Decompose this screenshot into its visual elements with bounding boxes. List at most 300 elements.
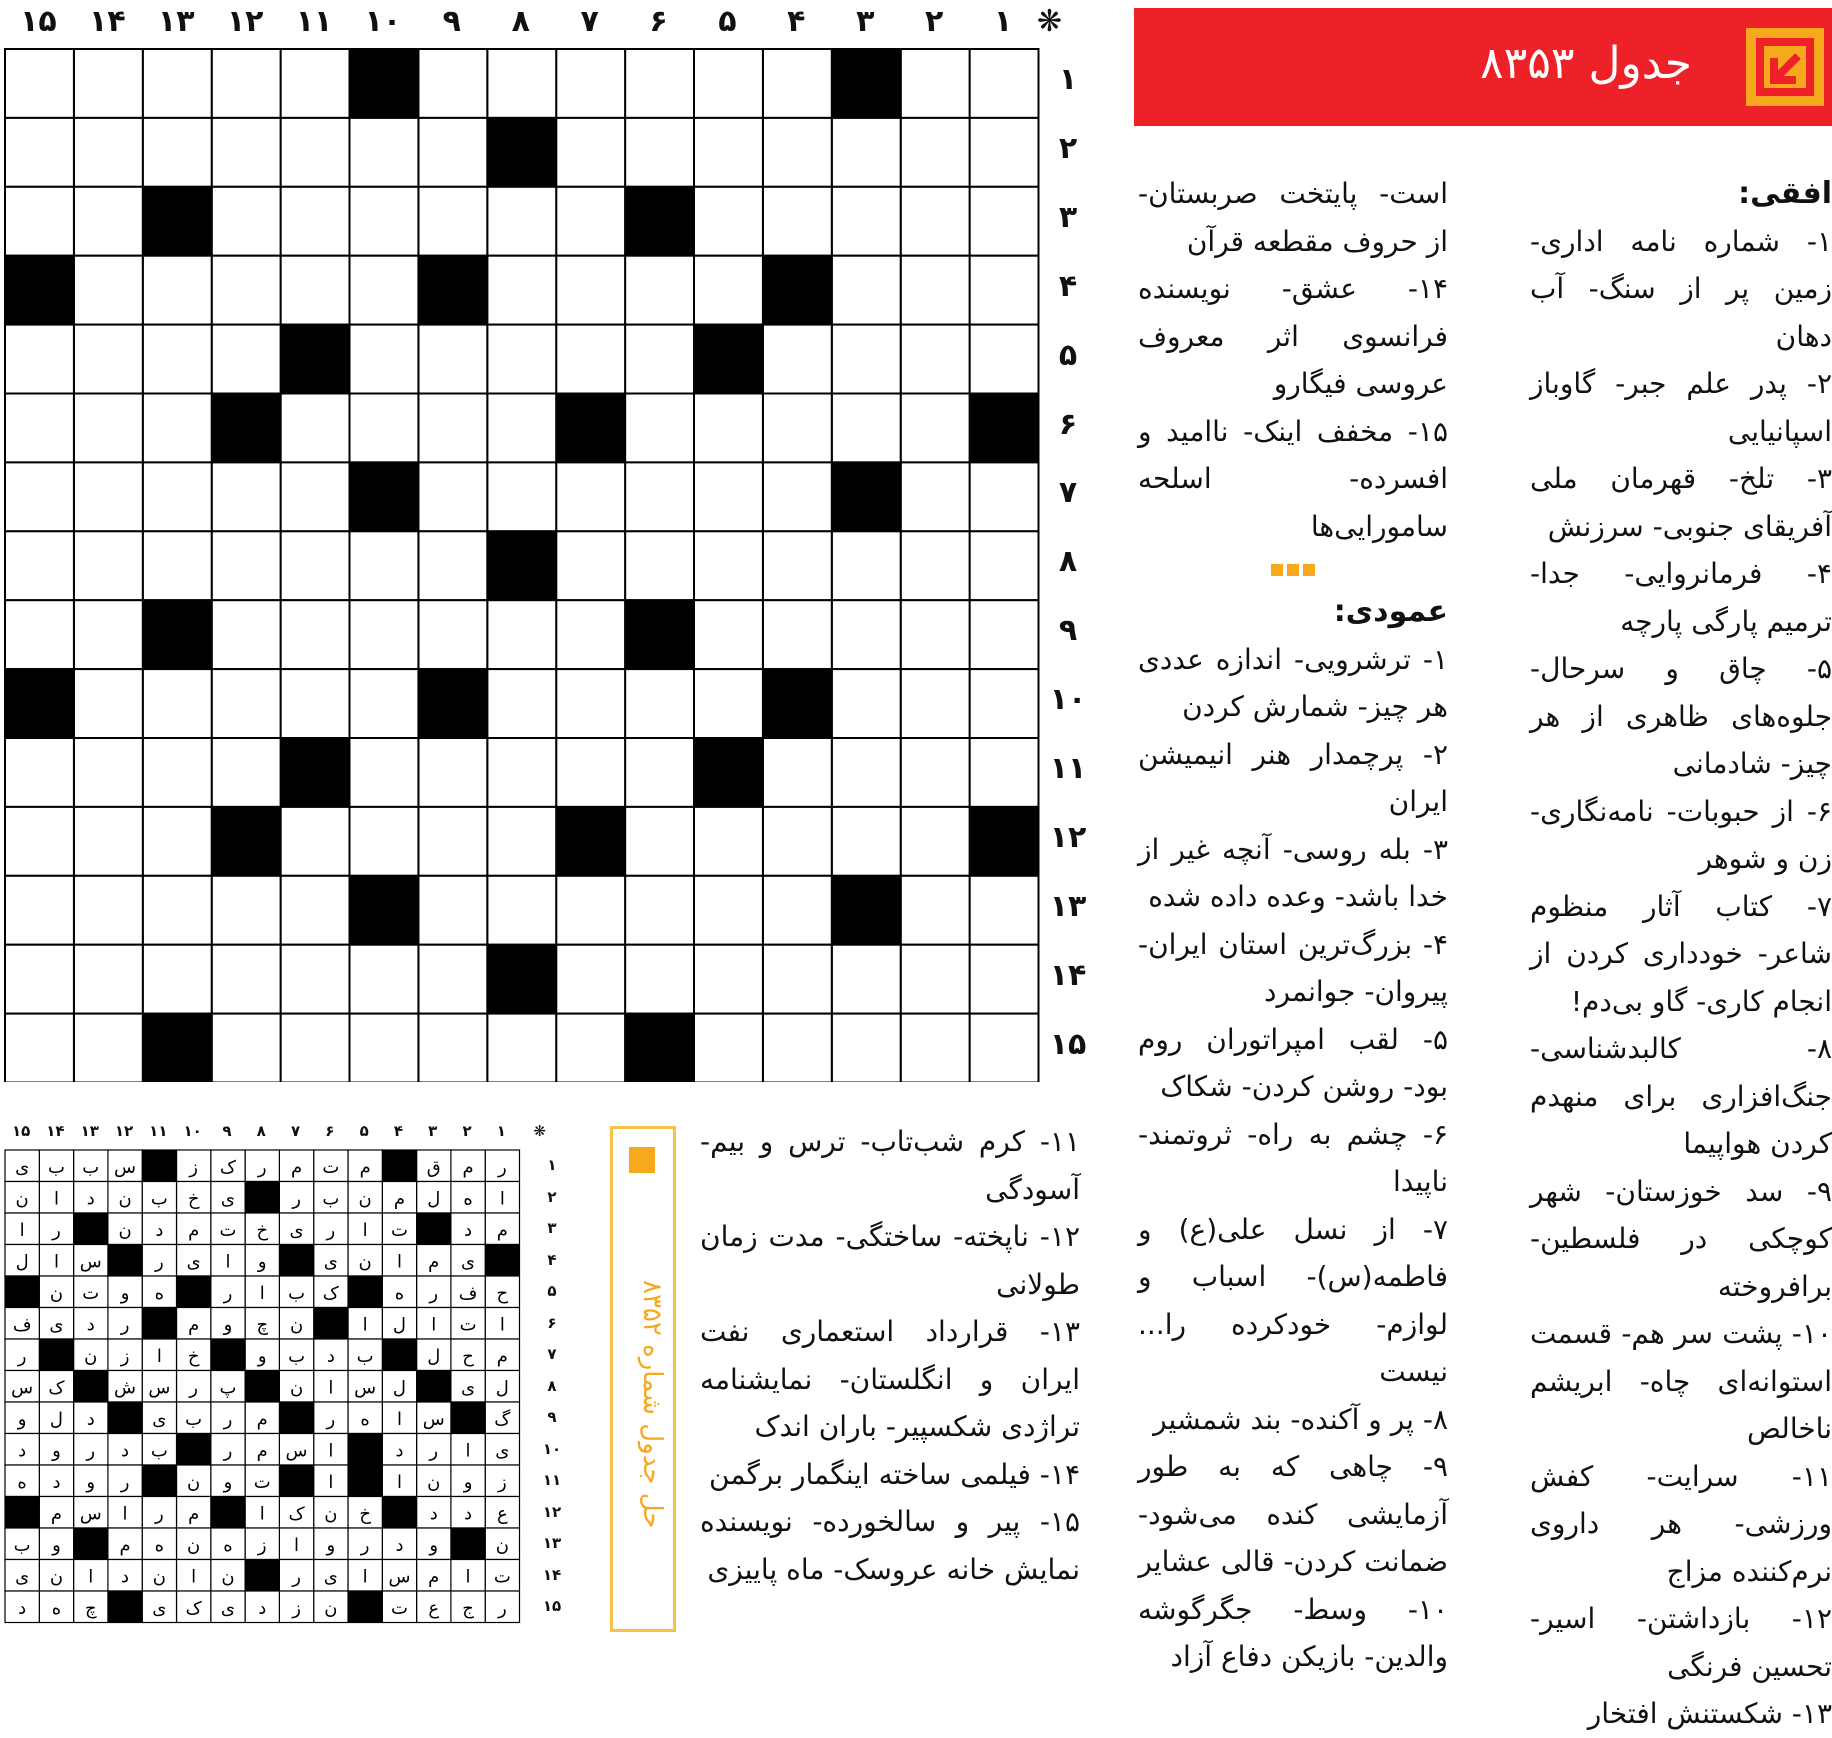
solution-cell	[279, 1465, 313, 1497]
grid-cell	[625, 49, 694, 118]
grid-cell	[625, 738, 694, 807]
solution-letter: م	[359, 1156, 371, 1178]
solution-cell	[451, 1528, 485, 1560]
grid-cell	[970, 325, 1039, 394]
grid-cell	[350, 187, 419, 256]
grid-cell	[901, 669, 970, 738]
grid-cell	[212, 1014, 281, 1082]
row-number: ۵	[1058, 337, 1078, 373]
solution-letter: م	[188, 1503, 200, 1525]
solution-letter: ه	[223, 1534, 233, 1556]
grid-cell	[763, 876, 832, 945]
solution-letter: ا	[259, 1503, 265, 1525]
row-number: ۱۴	[1049, 957, 1087, 993]
grid-cell	[832, 187, 901, 256]
solution-letter: ن	[289, 1314, 304, 1336]
row-number: ۳	[1058, 199, 1078, 235]
solution-letter: ا	[396, 1471, 402, 1493]
solution-letter: م	[119, 1534, 131, 1556]
solution-letter: ک	[185, 1597, 202, 1619]
grid-cell	[143, 945, 212, 1014]
solution-letter: ق	[426, 1156, 441, 1178]
solution-column-number: ۱۰	[183, 1122, 202, 1140]
grid-cell	[418, 325, 487, 394]
grid-cell	[763, 462, 832, 531]
solution-letter: ا	[259, 1282, 265, 1304]
grid-cell	[625, 118, 694, 187]
row-number: ۹	[1058, 613, 1078, 649]
solution-letter: ن	[187, 1471, 201, 1493]
solution-letter: و	[223, 1471, 233, 1493]
solution-letter: ت	[390, 1597, 408, 1619]
across-clues-column	[1530, 170, 1832, 1738]
grid-cell	[350, 738, 419, 807]
crossword-grid	[4, 48, 1048, 1082]
down-clue-list	[1138, 636, 1448, 1681]
solution-letter: م	[496, 1345, 508, 1367]
column-number: ۴	[787, 4, 806, 39]
across-clue-list	[1530, 218, 1832, 1738]
grid-cell	[625, 1014, 694, 1082]
solution-letter: ت	[459, 1314, 477, 1336]
grid-cell	[970, 394, 1039, 463]
solution-cell	[5, 1276, 39, 1308]
solution-row-number: ۱	[547, 1156, 557, 1174]
solution-letter: م	[290, 1156, 303, 1178]
column-number: ۱۲	[226, 4, 264, 39]
solution-letter: ه	[154, 1534, 165, 1556]
solution-cell	[108, 1402, 142, 1434]
solution-cell	[382, 1339, 416, 1371]
column-number: ۷	[580, 4, 599, 39]
solution-letter: س	[285, 1440, 308, 1462]
grid-cell	[281, 118, 350, 187]
solution-letter: ا	[362, 1219, 368, 1241]
solution-letter: ن	[358, 1188, 372, 1210]
grid-cell	[5, 1014, 74, 1082]
solution-letter: د	[86, 1188, 95, 1210]
across-clue: ۱۰- پشت سر هم- قسمت استوانه‌ای چاه- ابریشم ناخالص	[1530, 1317, 1832, 1445]
solution-letter: ه	[360, 1408, 370, 1430]
solution-letter: و	[120, 1282, 130, 1304]
solution-letter: م	[428, 1251, 440, 1273]
across-clue: ۱۵- مخفف اینک- ناامید و افسرده- اسلحه سامورایی‌ها	[1138, 414, 1448, 543]
across-clue: ۵- چاق و سرحال- جلوه‌های ظاهری از هر چیز- شادمانی	[1530, 652, 1832, 780]
across-clue: ۲- پدر علم جبر- گاوباز اسپانیایی	[1530, 367, 1832, 448]
solution-letter: ک	[219, 1156, 237, 1178]
grid-cell	[763, 325, 832, 394]
grid-cell	[212, 807, 281, 876]
grid-cell	[487, 325, 556, 394]
grid-cell	[694, 462, 763, 531]
grid-cell	[901, 600, 970, 669]
solution-letter: ی	[220, 1188, 235, 1210]
solution-letter: د	[395, 1440, 404, 1462]
grid-cell	[694, 1014, 763, 1082]
grid-cell	[74, 49, 143, 118]
solution-letter: ا	[328, 1440, 334, 1462]
grid-cell	[487, 669, 556, 738]
across-clue: ۸- کالبدشناسی- جنگ‌افزاری برای منهدم کردن هواپیما	[1530, 1032, 1832, 1160]
logo	[1746, 28, 1824, 106]
solution-row-number: ۱۳	[542, 1534, 562, 1552]
grid-cell	[763, 118, 832, 187]
solution-letter: ا	[499, 1314, 505, 1336]
row-number: ۱۲	[1049, 819, 1087, 855]
solution-cell	[348, 1276, 382, 1308]
grid-cell	[5, 669, 74, 738]
solution-letter: ه	[154, 1282, 165, 1304]
grid-cell	[212, 256, 281, 325]
solution-column-number: ۳	[428, 1122, 438, 1140]
solution-column-number: ۹	[222, 1122, 232, 1140]
grid-cell	[556, 807, 625, 876]
solution-letter: ب	[185, 1408, 203, 1430]
down-clue: ۲- پرچمدار هنر انیمیشن ایران	[1138, 737, 1448, 818]
solution-row-number: ۵	[547, 1282, 557, 1300]
grid-cell	[350, 49, 419, 118]
solution-column-number: ۴	[393, 1122, 404, 1140]
solution-letter: ا	[156, 1345, 162, 1367]
solution-letter: ر	[52, 1219, 61, 1241]
solution-letter: ی	[323, 1566, 338, 1588]
solution-letter: ر	[223, 1408, 233, 1430]
solution-row-number: ۷	[547, 1345, 557, 1363]
solution-letter: ح	[496, 1282, 509, 1304]
solution-letter: ا	[465, 1566, 471, 1588]
solution-letter: ر	[189, 1377, 199, 1399]
grid-cell	[5, 600, 74, 669]
solution-letter: د	[52, 1471, 61, 1493]
grid-cell	[763, 669, 832, 738]
solution-cell	[245, 1182, 279, 1214]
down-clues-column-continued	[700, 1118, 1080, 1593]
solution-letter: ا	[362, 1314, 368, 1336]
grid-cell	[350, 600, 419, 669]
arrow-logo-icon	[1746, 28, 1824, 106]
solution-row-number: ۶	[547, 1313, 557, 1332]
grid-cell	[487, 531, 556, 600]
grid-cell	[418, 600, 487, 669]
solution-letter: ی	[495, 1440, 510, 1462]
solution-letter: س	[114, 1156, 137, 1178]
grid-cell	[763, 1014, 832, 1082]
solution-letter: ی	[186, 1251, 201, 1273]
row-number: ۷	[1058, 475, 1078, 511]
solution-letter: ا	[19, 1219, 25, 1241]
across-clue: ۶- از حبوبات- نامه‌نگاری- زن و شوهر	[1530, 794, 1832, 875]
grid-cell	[832, 669, 901, 738]
grid-cell	[901, 49, 970, 118]
grid-cell	[143, 49, 212, 118]
solution-letter: و	[257, 1251, 267, 1273]
row-number: ۱۱	[1049, 751, 1087, 786]
grid-cell	[143, 256, 212, 325]
grid-cell	[74, 118, 143, 187]
grid-cell	[970, 876, 1039, 945]
solution-column-number: ۵	[359, 1122, 369, 1140]
solution-letter: د	[86, 1314, 95, 1336]
grid-cell	[281, 256, 350, 325]
grid-cell	[625, 600, 694, 669]
solution-letter: ح	[462, 1345, 474, 1367]
solution-letter: ا	[396, 1408, 402, 1430]
solution-letter: ت	[253, 1471, 271, 1493]
solution-letter: ک	[288, 1503, 305, 1525]
grid-cell	[418, 118, 487, 187]
solution-letter: ن	[495, 1534, 509, 1556]
solution-letter: خ	[359, 1503, 371, 1525]
grid-cell	[143, 738, 212, 807]
grid-cell	[143, 531, 212, 600]
down-clue: ۵- لقب امپراتوران روم بود- روشن کردن- شکاک	[1138, 1022, 1448, 1103]
solution-letter: و	[257, 1345, 267, 1367]
solution-cell	[417, 1213, 451, 1245]
grid-cell	[970, 49, 1039, 118]
solution-letter: گ	[494, 1408, 511, 1430]
solution-letter: ن	[324, 1503, 338, 1525]
grid-cell	[74, 325, 143, 394]
grid-cell	[5, 807, 74, 876]
solution-letter: ز	[497, 1471, 507, 1493]
grid-cell	[901, 738, 970, 807]
across-clue: ۳- تلخ- قهرمان ملی آفریقای جنوبی- سرزنش	[1530, 462, 1832, 543]
solution-letter: ت	[219, 1219, 237, 1241]
grid-cell	[901, 945, 970, 1014]
solution-letter: د	[429, 1503, 438, 1525]
grid-cell	[556, 187, 625, 256]
grid-cell	[74, 876, 143, 945]
grid-cell	[350, 118, 419, 187]
solution-cell	[451, 1402, 485, 1434]
column-number: ۹	[442, 4, 461, 39]
solution-letter: ی	[461, 1377, 476, 1399]
solution-column-number: ۱۳	[80, 1122, 99, 1140]
grid-cell	[625, 669, 694, 738]
solution-letter: ل	[427, 1188, 441, 1210]
grid-cell	[74, 256, 143, 325]
solution-letter: د	[121, 1566, 130, 1588]
clues-column-middle	[1138, 170, 1448, 1681]
grid-cell	[418, 945, 487, 1014]
grid-cell	[556, 394, 625, 463]
grid-cell	[5, 876, 74, 945]
solution-letter: ن	[49, 1282, 64, 1304]
grid-cell	[556, 1014, 625, 1082]
grid-cell	[763, 738, 832, 807]
row-numbers	[1048, 48, 1088, 1082]
solution-column-number: ۱۴	[46, 1122, 65, 1140]
across-clue: ۱۲- بازداشتن- اسیر- تحسین فرنگی	[1530, 1602, 1832, 1683]
solution-letter: ر	[154, 1251, 164, 1273]
row-number: ۱۰	[1049, 682, 1087, 718]
grid-cell	[901, 325, 970, 394]
down-clue: ۱۰- وسط- جگرگوشه والدین- بازیکن دفاع آزاد	[1138, 1592, 1448, 1673]
solution-letter: ه	[463, 1188, 473, 1210]
solution-column-number: ۱۱	[149, 1122, 168, 1140]
down-clue: ۱- ترشرویی- اندازه عددی هر چیز- شمارش کردن	[1138, 642, 1448, 723]
solution-letter: ز	[292, 1597, 301, 1619]
across-clue: ۱۴- عشق- نویسنده فرانسوی اثر معروف عروسی فیگارو	[1138, 272, 1448, 400]
grid-cell	[350, 876, 419, 945]
solution-letter: ا	[225, 1251, 231, 1273]
grid-cell	[556, 531, 625, 600]
grid-cell	[763, 945, 832, 1014]
grid-cell	[832, 256, 901, 325]
row-number: ۴	[1058, 268, 1078, 304]
grid-cell	[418, 876, 487, 945]
grid-cell	[418, 187, 487, 256]
solution-letter: ی	[461, 1251, 476, 1273]
grid-cell	[694, 807, 763, 876]
grid-cell	[970, 531, 1039, 600]
grid-cell	[901, 531, 970, 600]
solution-letter: ر	[292, 1566, 301, 1588]
solution-letter: ف	[12, 1314, 32, 1336]
solution-letter: و	[52, 1440, 61, 1462]
across-clue: ۱- شماره نامه اداری- زمین پر از سنگ- آب دهان	[1530, 224, 1832, 353]
solution-letter: م	[428, 1566, 440, 1588]
grid-cell	[556, 325, 625, 394]
grid-cell	[832, 876, 901, 945]
solution-letter: ی	[152, 1408, 167, 1430]
solution-letter: و	[223, 1314, 233, 1336]
solution-letter: د	[258, 1597, 267, 1619]
column-number: ۱۳	[157, 4, 195, 39]
grid-cell	[487, 462, 556, 531]
grid-cell	[5, 49, 74, 118]
column-number: ❋	[1036, 4, 1063, 39]
solution-row-number: ۸	[547, 1376, 557, 1395]
solution-column-number: ۲	[462, 1122, 472, 1140]
solution-cell	[177, 1276, 211, 1308]
grid-cell	[418, 1014, 487, 1082]
grid-cell	[143, 325, 212, 394]
solution-letter: ج	[462, 1597, 474, 1619]
solution-letter: س	[388, 1566, 411, 1588]
column-number: ۸	[511, 4, 530, 39]
solution-letter: خ	[187, 1345, 200, 1367]
down-clue: ۱۱- کرم شب‌تاب- ترس و بیم- آسودگی	[700, 1125, 1080, 1206]
solution-letter: ر	[223, 1282, 233, 1304]
solution-cell	[382, 1150, 416, 1182]
solution-letter: ز	[120, 1345, 130, 1367]
grid-cell	[556, 118, 625, 187]
grid-cell	[212, 876, 281, 945]
solution-letter: ه	[51, 1597, 62, 1619]
column-number: ۲	[924, 4, 944, 39]
solution-letter: ن	[15, 1188, 29, 1210]
grid-cell	[970, 118, 1039, 187]
solution-cell	[348, 1591, 382, 1623]
solution-letter: ر	[497, 1156, 507, 1178]
solution-letter: ف	[458, 1282, 478, 1304]
solution-letter: ل	[427, 1345, 441, 1367]
solution-letter: ا	[431, 1314, 437, 1336]
down-clue: ۴- بزرگ‌ترین استان ایران- پیروان- جوانمرد	[1138, 927, 1448, 1008]
grid-cell	[281, 945, 350, 1014]
solution-cell	[245, 1560, 279, 1592]
solution-column-number: ۷	[290, 1122, 301, 1140]
solution-letter: ن	[221, 1566, 235, 1588]
column-number: ۶	[649, 4, 668, 39]
grid-cell	[763, 49, 832, 118]
solution-letter: ر	[154, 1503, 164, 1525]
page-title: جدول ۸۳۵۳	[1479, 38, 1692, 89]
solution-letter: ر	[326, 1219, 336, 1241]
solution-letter: ع	[428, 1597, 440, 1619]
solution-letter: ت	[322, 1156, 340, 1178]
solution-letter: س	[11, 1377, 34, 1399]
grid-cell	[901, 187, 970, 256]
solution-letter: ر	[86, 1440, 96, 1462]
down-clue: ۸- پر و آکنده- بند شمشیر	[1153, 1402, 1448, 1436]
solution-letter: ه	[17, 1471, 27, 1493]
solution-letter: ر	[497, 1597, 507, 1619]
grid-cell	[694, 600, 763, 669]
grid-cell	[74, 945, 143, 1014]
header-bar	[1134, 8, 1832, 126]
solution-column-number: ۶	[325, 1122, 335, 1140]
grid-cell	[556, 669, 625, 738]
solution-letter: ل	[49, 1408, 63, 1430]
grid-cell	[832, 325, 901, 394]
column-number: ۱۵	[20, 4, 57, 39]
solution-letter: م	[393, 1188, 406, 1210]
grid-cell	[487, 394, 556, 463]
solution-cell	[348, 1434, 382, 1466]
solution-letter: ا	[328, 1377, 334, 1399]
solution-letter: ی	[15, 1156, 30, 1178]
across-clue: ۷- کتاب آثار منظوم شاعر- خودداری کردن از انجام کاری- گاو بی‌دم!	[1530, 889, 1832, 1018]
solution-letter: خ	[187, 1188, 200, 1210]
column-number: ۱۰	[364, 4, 402, 39]
solution-letter: و	[17, 1408, 27, 1430]
solution-cell	[382, 1497, 416, 1529]
grid-cell	[350, 256, 419, 325]
solution-letter: ا	[53, 1188, 59, 1210]
solution-row-number: ۹	[547, 1408, 557, 1426]
grid-cell	[625, 256, 694, 325]
grid-cell	[763, 807, 832, 876]
solution-letter: د	[86, 1408, 95, 1430]
solution-letter: و	[52, 1534, 61, 1556]
down-clue: ۱۵- پیر و سالخورده- نویسنده نمایش خانه عروسک- ماه پاییزی	[700, 1505, 1080, 1586]
grid-cell	[970, 1014, 1039, 1082]
grid-cell	[212, 49, 281, 118]
grid-cell	[694, 876, 763, 945]
solution-letter: ب	[288, 1282, 306, 1304]
grid-cell	[418, 738, 487, 807]
grid-cell	[5, 531, 74, 600]
grid-cell	[5, 187, 74, 256]
solution-letter: ب	[82, 1156, 100, 1178]
solution-letter: ک	[48, 1377, 65, 1399]
solution-cell	[314, 1308, 348, 1340]
grid-cell	[832, 531, 901, 600]
solution-letter: ر	[326, 1408, 336, 1430]
across-clue: ۹- سد خوزستان- شهر کوچکی در فلسطین- برافروخته	[1530, 1174, 1832, 1303]
solution-letter: ر	[360, 1534, 370, 1556]
grid-cell	[556, 600, 625, 669]
solution-letter: ا	[362, 1566, 368, 1588]
grid-cell	[832, 118, 901, 187]
row-number: ۸	[1058, 544, 1078, 580]
grid-cell	[625, 945, 694, 1014]
grid-cell	[625, 394, 694, 463]
solution-letter: ب	[150, 1188, 168, 1210]
solution-letter: م	[188, 1314, 200, 1336]
